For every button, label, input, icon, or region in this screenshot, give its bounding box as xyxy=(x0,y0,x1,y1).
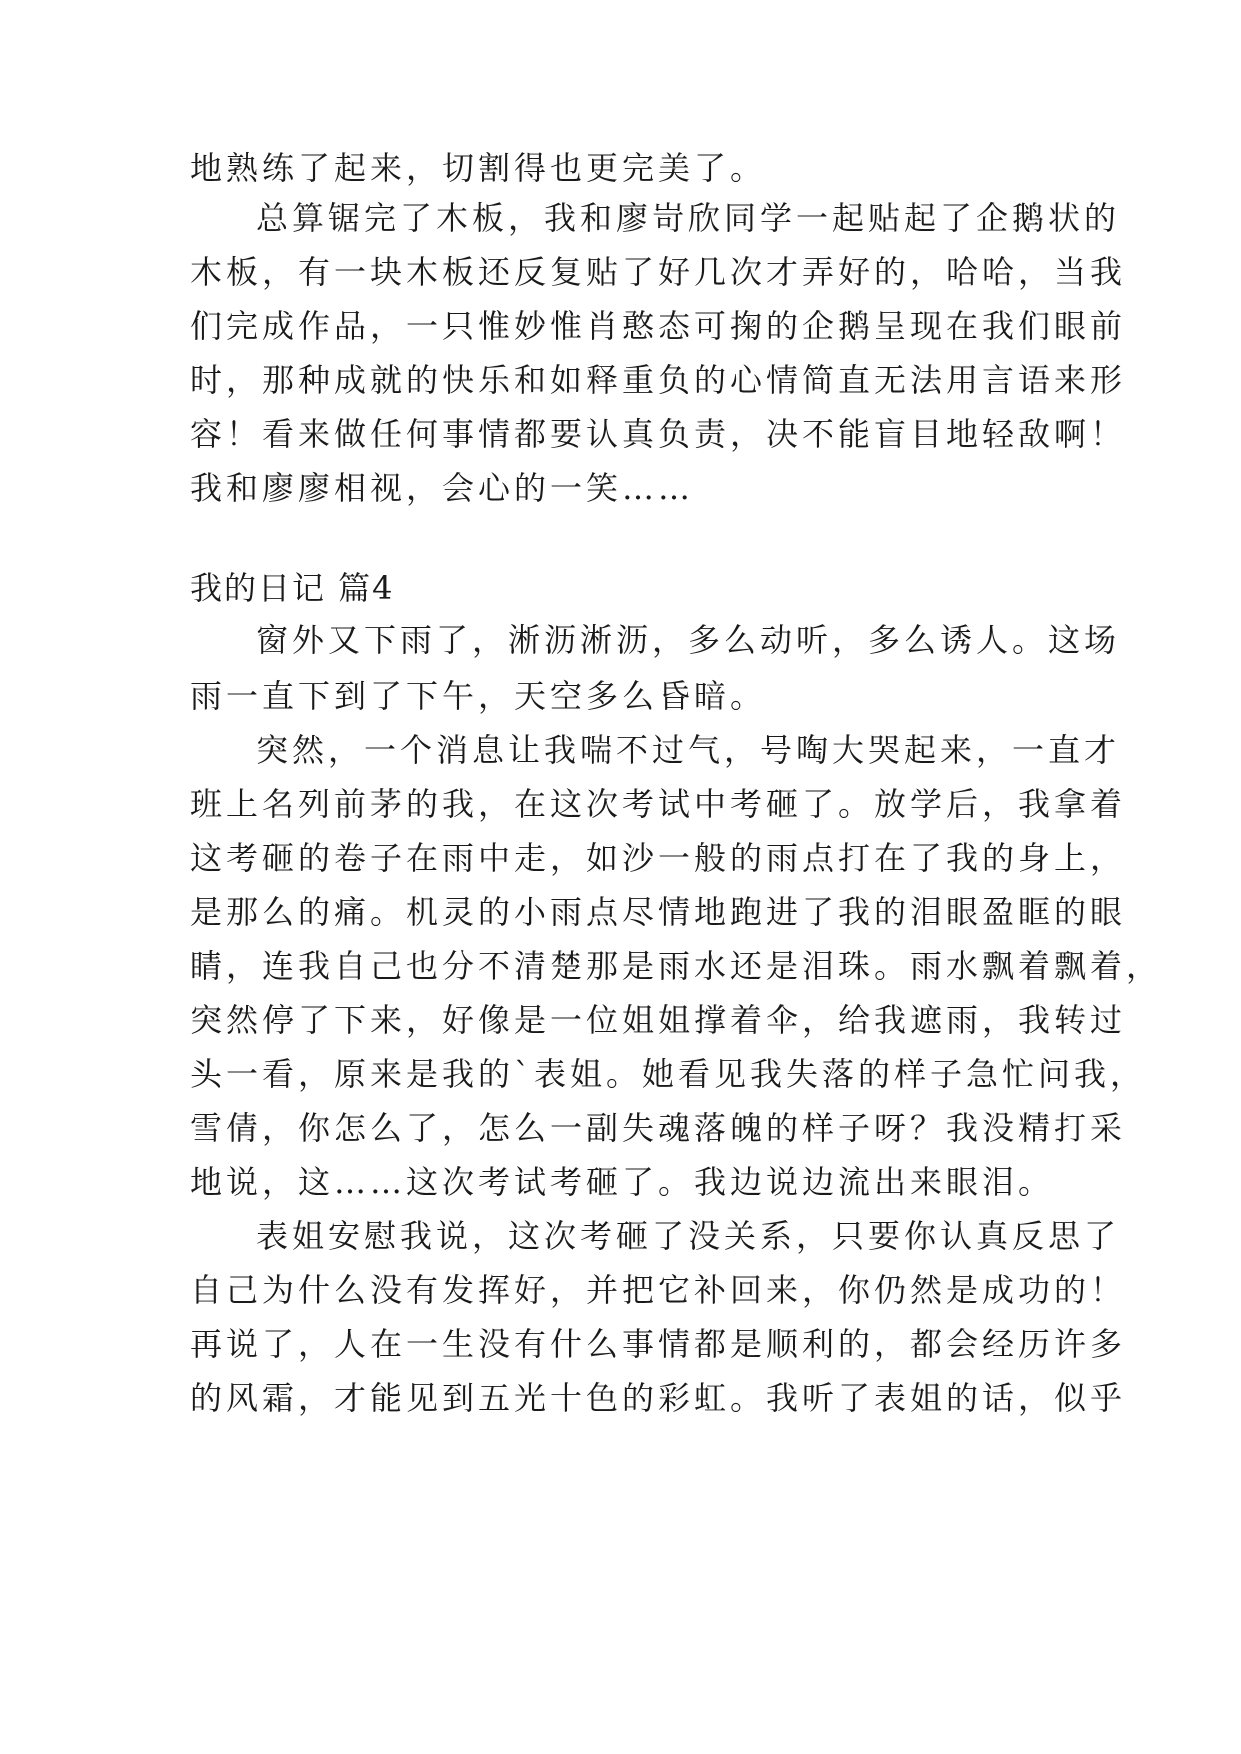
text-line: 睛，连我自己也分不清楚那是雨水还是泪珠。雨水飘着飘着， xyxy=(190,947,1163,985)
text-line: 们完成作品，一只惟妙惟肖憨态可掬的企鹅呈现在我们眼前 xyxy=(190,307,1127,345)
text-line: 雨一直下到了下午，天空多么昏暗。 xyxy=(190,677,767,715)
paragraph-first-line: 表姐安慰我说，这次考砸了没关系，只要你认真反思了 xyxy=(256,1217,1121,1255)
text-line: 木板，有一块木板还反复贴了好几次才弄好的，哈哈，当我 xyxy=(190,253,1127,291)
text-line: 突然停了下来，好像是一位姐姐撑着伞，给我遮雨，我转过 xyxy=(190,1001,1127,1039)
text-line: 雪倩，你怎么了，怎么一副失魂落魄的样子呀？我没精打采 xyxy=(190,1109,1127,1147)
text-line: 我和廖廖相视，会心的一笑…… xyxy=(190,469,695,507)
text-line: 时，那种成就的快乐和如释重负的心情简直无法用言语来形 xyxy=(190,361,1127,399)
section-heading: 我的日记 篇4 xyxy=(190,569,395,607)
text-line: 容！看来做任何事情都要认真负责，决不能盲目地轻敌啊！ xyxy=(190,415,1127,453)
text-line: 地熟练了起来，切割得也更完美了。 xyxy=(190,149,767,187)
text-line: 地说，这……这次考试考砸了。我边说边流出来眼泪。 xyxy=(190,1163,1055,1201)
text-line: 班上名列前茅的我，在这次考试中考砸了。放学后，我拿着 xyxy=(190,785,1127,823)
text-line: 自己为什么没有发挥好，并把它补回来，你仍然是成功的！ xyxy=(190,1271,1127,1309)
text-line: 是那么的痛。机灵的小雨点尽情地跑进了我的泪眼盈眶的眼 xyxy=(190,893,1127,931)
paragraph-first-line: 突然，一个消息让我喘不过气，号啕大哭起来，一直才 xyxy=(256,731,1121,769)
text-line: 的风霜，才能见到五光十色的彩虹。我听了表姐的话，似乎 xyxy=(190,1379,1127,1417)
text-line: 头一看，原来是我的`表姐。她看见我失落的样子急忙问我， xyxy=(190,1055,1147,1093)
text-line: 这考砸的卷子在雨中走，如沙一般的雨点打在了我的身上， xyxy=(190,839,1127,877)
paragraph-first-line: 窗外又下雨了，淅沥淅沥，多么动听，多么诱人。这场 xyxy=(256,621,1121,659)
text-line: 再说了，人在一生没有什么事情都是顺利的，都会经历许多 xyxy=(190,1325,1127,1363)
paragraph-first-line: 总算锯完了木板，我和廖岢欣同学一起贴起了企鹅状的 xyxy=(256,199,1121,237)
